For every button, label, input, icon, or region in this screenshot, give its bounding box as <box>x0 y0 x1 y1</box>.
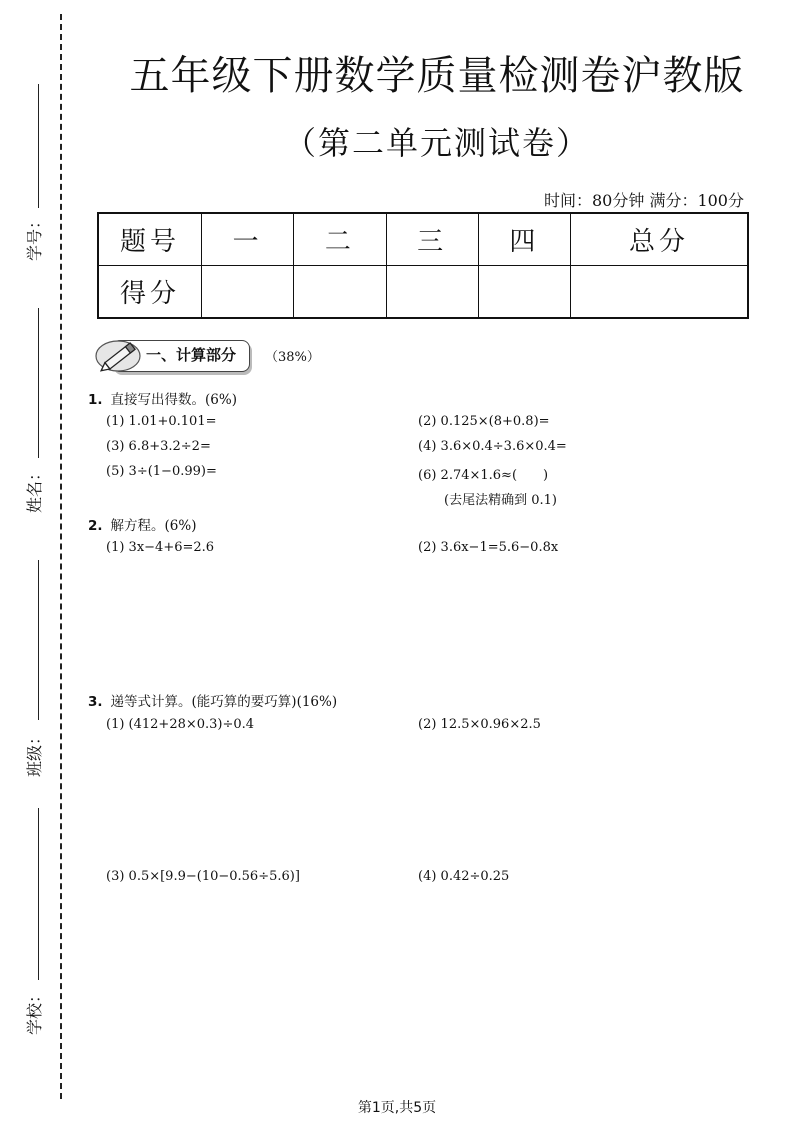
score-input-cell[interactable] <box>386 266 478 319</box>
q3-answer-space[interactable] <box>106 742 746 862</box>
question-number: 3. <box>88 694 103 710</box>
q2-answer-space[interactable] <box>106 566 746 684</box>
page-title: 五年级下册数学质量检测卷沪教版 <box>129 53 745 99</box>
score-header-cell: 题号 <box>98 213 202 266</box>
q1-item: (4) 3.6×0.4÷3.6×0.4= <box>418 439 567 454</box>
q2-item: (1) 3x−4+6=2.6 <box>106 540 215 555</box>
score-table-score-row <box>98 266 748 319</box>
q3-item: (3) 0.5×[9.9−(10−0.56÷5.6)] <box>106 869 300 884</box>
score-header-cell: 总分 <box>571 213 749 266</box>
q3-answer-space[interactable] <box>106 894 746 1084</box>
page-number: 第1页,共5页 <box>357 1100 437 1116</box>
score-input-cell[interactable] <box>571 266 749 319</box>
class-blank[interactable] <box>38 560 39 720</box>
score-row-label: 得分 <box>98 266 202 319</box>
q1-item: (1) 1.01+0.101= <box>106 414 217 429</box>
student-id-blank[interactable] <box>38 84 39 208</box>
score-table-header-row <box>98 213 748 266</box>
pencil-icon <box>92 336 148 376</box>
question-3-title <box>88 690 337 710</box>
question-1-title <box>88 388 237 408</box>
score-header-cell: 三 <box>386 213 478 266</box>
score-input-cell[interactable] <box>294 266 386 319</box>
name-blank[interactable] <box>38 308 39 458</box>
time-info: 时间：80分钟 满分：100分 <box>544 191 744 210</box>
score-input-cell[interactable] <box>202 266 294 319</box>
q3-item: (4) 0.42÷0.25 <box>418 869 510 884</box>
school-blank[interactable] <box>38 808 39 980</box>
section-score: （38%） <box>265 350 320 365</box>
school-label: 学校： <box>24 986 44 1035</box>
score-header-cell: 二 <box>294 213 386 266</box>
page-subtitle: （第二单元测试卷） <box>283 124 590 162</box>
q3-item: (1) (412+28×0.3)÷0.4 <box>106 717 255 732</box>
question-text: 解方程。(6%) <box>110 518 197 534</box>
class-label: 班级： <box>24 728 44 777</box>
score-header-cell: 一 <box>202 213 294 266</box>
name-label: 姓名： <box>24 464 44 513</box>
q1-note: (去尾法精确到 0.1) <box>444 493 557 508</box>
q1-item: (6) 2.74×1.6≈( ) <box>418 468 549 483</box>
section-title: 一、计算部分 <box>146 346 237 364</box>
q1-item: (2) 0.125×(8+0.8)= <box>418 414 550 429</box>
q2-item: (2) 3.6x−1=5.6−0.8x <box>418 540 559 555</box>
question-2-title <box>88 514 196 534</box>
score-input-cell[interactable] <box>478 266 570 319</box>
q1-item: (3) 6.8+3.2÷2= <box>106 439 211 454</box>
section-banner <box>92 336 252 376</box>
question-number: 1. <box>88 392 103 408</box>
q1-item: (5) 3÷(1−0.99)= <box>106 464 217 479</box>
score-header-cell: 四 <box>478 213 570 266</box>
question-text: 直接写出得数。(6%) <box>110 392 237 408</box>
question-number: 2. <box>88 518 103 534</box>
score-table <box>97 212 749 319</box>
binding-dashed-line <box>60 14 62 1099</box>
question-text: 递等式计算。(能巧算的要巧算)(16%) <box>110 694 338 710</box>
student-id-label: 学号： <box>24 212 44 261</box>
q3-item: (2) 12.5×0.96×2.5 <box>418 717 541 732</box>
